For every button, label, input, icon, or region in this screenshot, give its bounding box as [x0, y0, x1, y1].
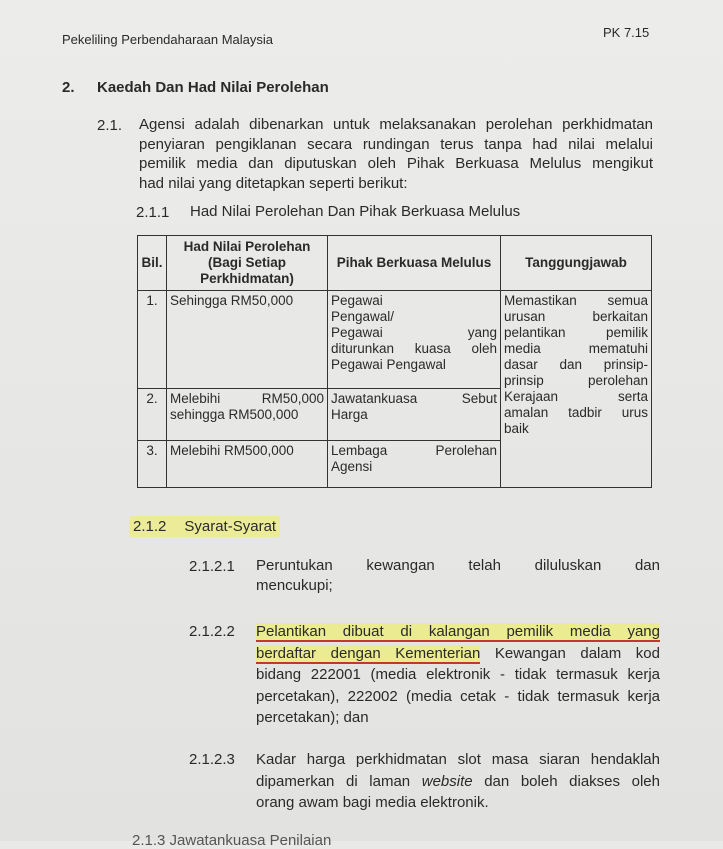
- cell-line: amalan tadbir urus: [504, 405, 648, 420]
- cell-line: Jawatankuasa Sebut: [331, 391, 497, 406]
- paragraph-number-2-1-2: 2.1.2: [133, 518, 167, 535]
- cell-line: media mematuhi: [504, 341, 648, 356]
- cell-line: urusan berkaitan: [504, 309, 648, 324]
- cut-off-next-heading: 2.1.3 Jawatankuasa Penilaian: [132, 832, 332, 849]
- pihak-berkuasa-cell: [328, 291, 501, 389]
- column-header-pihak-berkuasa: Pihak Berkuasa Melulus: [328, 236, 501, 291]
- tanggungjawab-cell: [501, 291, 652, 488]
- cell-line: Memastikan semua: [504, 293, 648, 308]
- text-line: [256, 621, 660, 643]
- table-header-row: [138, 236, 652, 291]
- clause-2-1-2-3-text: [256, 749, 660, 814]
- section-title: Kaedah Dan Had Nilai Perolehan: [97, 79, 329, 96]
- clause-2-1-2-1-text: [256, 556, 660, 595]
- text-line: mencukupi;: [256, 576, 333, 594]
- table-row: [138, 291, 652, 389]
- cell-line: dasar dan prinsip-: [504, 357, 648, 372]
- row-number: 1.: [138, 291, 167, 389]
- row-number: 2.: [138, 389, 167, 441]
- cell-line: baik: [504, 421, 529, 436]
- text-line: Kadar harga perkhidmatan slot masa siaran hendaklah: [256, 751, 660, 768]
- had-nilai-cell: [167, 389, 328, 441]
- text-run: Kewangan dalam kod: [480, 644, 660, 662]
- cell-line: Sehingga RM50,000: [170, 293, 294, 308]
- column-header-bil: Bil.: [138, 236, 167, 291]
- cell-line: Harga: [331, 407, 368, 422]
- row-number: 3.: [138, 441, 167, 488]
- document-header-title: Pekeliling Perbendaharaan Malaysia: [62, 32, 274, 47]
- cell-line: Agensi: [331, 459, 373, 474]
- had-nilai-cell: [167, 441, 328, 488]
- cell-line: Pegawai yang: [331, 325, 497, 340]
- clause-2-1-2-2-text: [256, 621, 660, 729]
- document-reference-code: PK 7.15: [603, 25, 650, 40]
- text-line: pemilik media dan diputuskan oleh Pihak Berkuasa Melulus mengikut: [139, 155, 653, 172]
- highlighted-text: Pelantikan dibuat di kalangan pemilik media yang: [256, 623, 660, 640]
- paragraph-heading-2-1-2: [129, 516, 280, 537]
- cell-line: Melebihi RM500,000: [170, 443, 294, 458]
- text-line: bidang 222001 (media elektronik - tidak termasuk kerja: [256, 666, 660, 683]
- cell-line: pelantikan pemilik: [504, 325, 648, 340]
- word: Pengawal/: [331, 309, 395, 324]
- header-line: Perkhidmatan): [200, 271, 294, 286]
- cell-line: prinsip perolehan: [504, 373, 648, 388]
- cell-line: Pegawai Pengawal: [331, 357, 446, 372]
- column-header-tanggungjawab: Tanggungjawab: [501, 236, 652, 291]
- clause-number-2-1-2-2: 2.1.2.2: [189, 623, 235, 640]
- cell-line: Melebihi RM50,000: [170, 391, 324, 406]
- clause-number-2-1-2-3: 2.1.2.3: [189, 751, 235, 768]
- highlighted-text: berdaftar dengan Kementerian: [256, 644, 481, 662]
- pihak-berkuasa-cell: [328, 389, 501, 441]
- pihak-berkuasa-cell: [328, 441, 501, 488]
- cell-line: diturunkan kuasa oleh: [331, 341, 497, 356]
- text-line: orang awam bagi media elektronik.: [256, 794, 489, 811]
- paragraph-title-2-1-1: Had Nilai Perolehan Dan Pihak Berkuasa Melulus: [190, 203, 521, 220]
- text-line: penyiaran pengiklanan secara rundingan terus tanpa had nilai melalui: [139, 135, 653, 153]
- text-line: [256, 771, 660, 793]
- italic-text: website: [421, 772, 473, 790]
- word: Pegawai: [331, 293, 383, 308]
- text-line: Peruntukan kewangan telah diluluskan dan: [256, 557, 660, 574]
- cell-line: [331, 293, 497, 325]
- text-line: percetakan); dan: [256, 709, 369, 726]
- header-line: (Bagi Setiap: [207, 255, 286, 270]
- paragraph-2-1-text: [139, 115, 653, 193]
- cell-line: sehingga RM500,000: [170, 407, 299, 422]
- procurement-limits-table: [137, 235, 652, 488]
- paragraph-title-2-1-2: Syarat-Syarat: [184, 518, 277, 535]
- section-number: 2.: [62, 79, 75, 96]
- text-run: dipamerkan di laman: [256, 772, 422, 790]
- cell-line: Lembaga Perolehan: [331, 443, 497, 458]
- text-line: percetakan), 222002 (media cetak - tidak termasuk kerja: [256, 687, 660, 705]
- text-line: [256, 643, 660, 665]
- text-line: had nilai yang ditetapkan seperti berikut:: [139, 174, 408, 192]
- had-nilai-cell: [167, 291, 328, 389]
- clause-number-2-1-2-1: 2.1.2.1: [189, 558, 235, 575]
- cell-line: Kerajaan serta: [504, 389, 648, 404]
- text-line: Agensi adalah dibenarkan untuk melaksanakan perolehan perkhidmatan: [139, 116, 653, 133]
- paragraph-number-2-1-1: 2.1.1: [136, 204, 170, 221]
- text-run: dan boleh diakses oleh: [472, 772, 660, 790]
- paragraph-number-2-1: 2.1.: [97, 117, 123, 134]
- column-header-had-nilai: [167, 236, 328, 291]
- header-line: Had Nilai Perolehan: [183, 239, 311, 254]
